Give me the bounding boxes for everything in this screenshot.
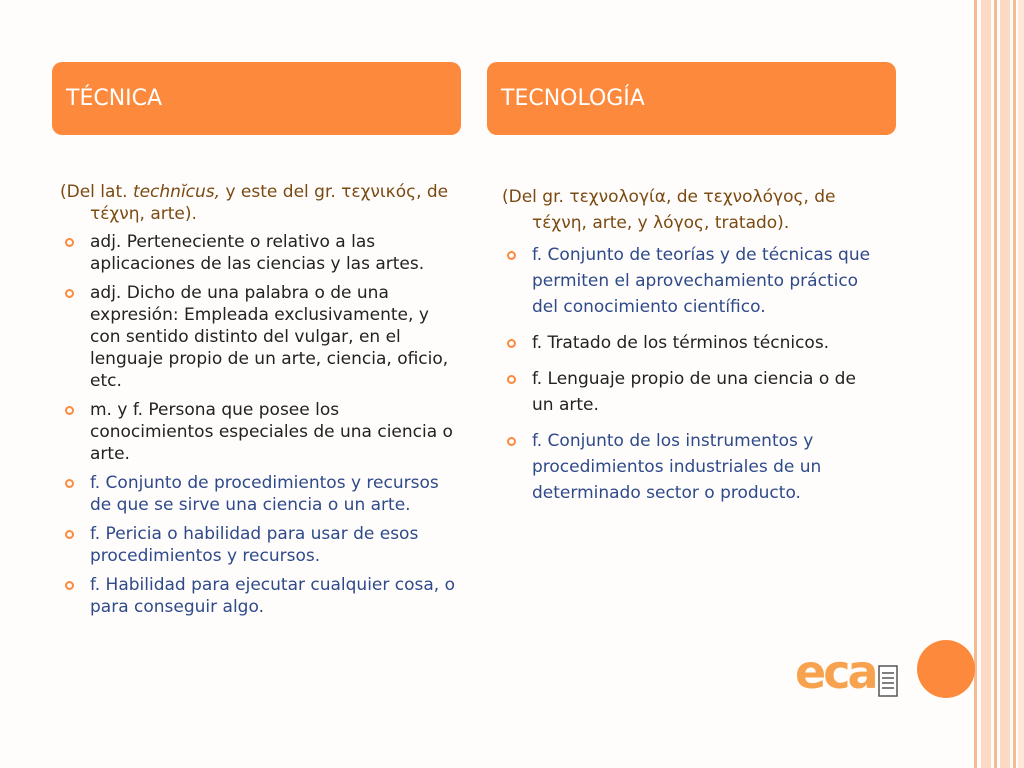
tecnologia-column	[502, 184, 877, 516]
definition-item	[502, 428, 877, 506]
tecnica-header	[52, 62, 461, 135]
tecnica-definitions	[60, 231, 455, 618]
bullet-icon	[507, 339, 516, 348]
tecnica-header-label: TÉCNICA	[66, 86, 163, 111]
decorative-stripe	[994, 0, 997, 768]
decorative-stripe	[974, 0, 977, 768]
definition-text: f. Habilidad para ejecutar cualquier cosa, o para conseguir algo.	[90, 575, 456, 617]
tecnica-column	[60, 181, 455, 625]
definition-item	[60, 574, 455, 618]
decorative-circle	[917, 640, 975, 698]
bullet-icon	[507, 251, 516, 260]
tecnologia-header	[487, 62, 896, 135]
bullet-icon	[507, 437, 516, 446]
logo-text: eca	[795, 646, 876, 699]
definition-text: f. Tratado de los términos técnicos.	[532, 333, 830, 353]
tecnologia-definitions	[502, 242, 877, 506]
definition-text: f. Conjunto de teorías y de técnicas que permiten el aprovechamiento práctico del conocimiento científico.	[532, 245, 871, 317]
etymology-latin-word: technĭcus,	[132, 182, 221, 202]
definition-item	[60, 399, 455, 465]
definition-text: f. Pericia o habilidad para usar de esos procedimientos y recursos.	[90, 524, 419, 566]
definition-item	[60, 472, 455, 516]
definition-item	[502, 242, 877, 320]
decorative-stripe	[981, 0, 991, 768]
definition-item	[60, 231, 455, 275]
eca-logo	[795, 646, 905, 706]
definition-text: f. Lenguaje propio de una ciencia o de un arte.	[532, 369, 856, 415]
decorative-stripe	[1000, 0, 1010, 768]
definition-item	[60, 282, 455, 392]
bullet-icon	[65, 479, 74, 488]
bullet-icon	[65, 238, 74, 247]
bullet-icon	[65, 289, 74, 298]
document-icon	[879, 666, 897, 696]
tecnologia-header-label: TECNOLOGÍA	[501, 86, 645, 111]
definition-item	[60, 523, 455, 567]
definition-text: f. Conjunto de los instrumentos y procedimientos industriales de un determinado sector o producto.	[532, 431, 822, 503]
definition-text: m. y f. Persona que posee los conocimientos especiales de una ciencia o arte.	[90, 400, 453, 464]
bullet-icon	[65, 581, 74, 590]
definition-text: adj. Perteneciente o relativo a las aplicaciones de las ciencias y las artes.	[90, 232, 425, 274]
definition-text: adj. Dicho de una palabra o de una expresión: Empleada exclusivamente, y con sentido distinto del vulgar, en el lenguaje propio de un arte, ciencia, oficio, etc.	[90, 283, 449, 391]
etymology-prefix: (Del lat.	[60, 182, 133, 202]
decorative-stripe	[1013, 0, 1016, 768]
tecnica-etymology	[60, 181, 455, 225]
bullet-icon	[65, 530, 74, 539]
definition-text: f. Conjunto de procedimientos y recursos de que se sirve una ciencia o un arte.	[90, 473, 439, 515]
etymology-suffix: y este del gr. τεχνικός, de τέχνη, arte).	[90, 182, 449, 224]
definition-item	[502, 330, 877, 356]
decorative-stripe	[1018, 0, 1024, 768]
bullet-icon	[507, 375, 516, 384]
bullet-icon	[65, 406, 74, 415]
definition-item	[502, 366, 877, 418]
tecnologia-etymology: (Del gr. τεχνολογία, de τεχνολόγος, de τέχνη, arte, y λόγος, tratado).	[502, 187, 836, 233]
